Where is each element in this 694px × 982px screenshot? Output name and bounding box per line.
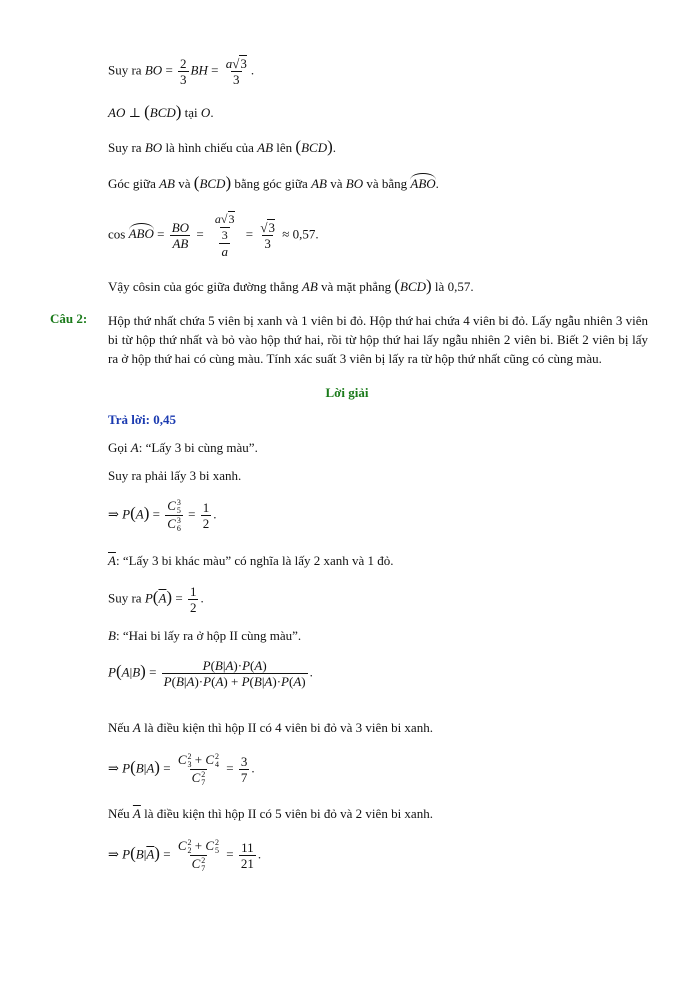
line-goi-a: Gọi A: “Lấy 3 bi cùng màu”. xyxy=(108,440,258,455)
text-va-2: và xyxy=(330,176,343,191)
pabar-den: 2 xyxy=(189,600,197,615)
text-suy-ra-3: Suy ra xyxy=(108,590,142,606)
pba-num: 3 xyxy=(240,754,248,770)
line-cos: cos ABO = $\frac{BO}{AB}$ = $\frac{\frac{a√3}{3}}{a}$ = $\frac{√3}{3}$ ≈ 0,57. xyxy=(108,212,319,259)
event-a-desc: : “Lấy 3 bi cùng màu”. xyxy=(138,440,258,455)
text-vay-cosin: Vậy côsin của góc giữa đường thẳng xyxy=(108,279,299,294)
text-goi: Gọi xyxy=(108,440,128,455)
event-abar-desc: : “Lấy 3 bi khác màu” có nghĩa là lấy 2 xanh và 1 đỏ. xyxy=(115,553,394,568)
text-goc-giua: Góc giữa xyxy=(108,176,156,191)
result-value: 0,57 xyxy=(447,279,471,294)
line-neu-abar: Nếu $\overline{A}$ là điều kiện thì hộp II có 5 viên bi đỏ và 2 viên bi xanh. xyxy=(108,806,433,821)
text-mat-phang: và mặt phẳng xyxy=(321,279,392,294)
line-abar: $\overline{A}$: “Lấy 3 bi khác màu” có nghĩa là lấy 2 xanh và 1 đỏ. xyxy=(108,553,394,568)
line-bo: Suy ra BO = $\frac{2}{3}$ BH = $\frac{a√3}{3}$ . xyxy=(108,56,255,87)
pa-num: 1 xyxy=(202,500,210,516)
question-text: Hộp thứ nhất chứa 5 viên bị xanh và 1 viên bi đỏ. Hộp thứ hai chứa 4 viên bi đỏ. Lấy ngẫu nhiên 3 viên bi từ hộp thứ nhất và bỏ vào hộp thứ hai, rồi từ hộp thứ hai lấy ngẫu nhiên 2 viên bi. Biết 2 viên bị lấy ra ở hộp thứ hai có cùng màu. Tính xác suất 3 viên bị lấy ra từ hộp thứ nhất cũng có cùng màu. xyxy=(108,313,648,366)
text-suy-ra: Suy ra xyxy=(108,62,142,78)
answer: Trả lời: 0,45 xyxy=(108,412,176,427)
line-event-b: B: “Hai bi lấy ra ở hộp II cùng màu”. xyxy=(108,628,302,643)
text-tai: tại xyxy=(184,105,198,120)
line-3-bi-xanh: Suy ra phải lấy 3 bi xanh. xyxy=(108,468,242,483)
line-conclusion: Vậy côsin của góc giữa đường thẳng AB và mặt phẳng (BCD) là 0,57. xyxy=(108,276,474,295)
solution-heading: Lời giải xyxy=(325,385,369,400)
line-projection: Suy ra BO là hình chiếu của AB lên (BCD). xyxy=(108,137,336,156)
text-la: là xyxy=(434,279,445,294)
cos-value: 0,57 xyxy=(292,226,316,242)
pba-den: 7 xyxy=(240,770,248,786)
line-bayes: P(A|B) = $\frac{P(B|A)\cdot P(A)}{P(B|A)\cdot P(A) + P(B|\overline{A})\cdot P(\overline{A})}$ . xyxy=(108,658,313,689)
text-bang-goc-giua: bằng góc giữa xyxy=(234,176,308,191)
pbabar-num: 11 xyxy=(241,840,254,856)
line-neu-a: Nếu A là điều kiện thì hộp II có 4 viên bi đỏ và 3 viên bi xanh. xyxy=(108,720,433,735)
question-label: Câu 2: xyxy=(50,311,88,326)
line-pabar: Suy ra $P(\overline{A})$ = $\frac{1}{2}$ . xyxy=(108,584,204,615)
text-va-bang: và bằng xyxy=(366,176,408,191)
text-va: và xyxy=(178,176,191,191)
cond-abar-desc: là điều kiện thì hộp II có 5 viên bi đỏ và 2 viên bi xanh. xyxy=(144,806,433,821)
line-angle: Góc giữa AB và (BCD) bằng góc giữa AB và BO và bằng ABO. xyxy=(108,173,439,192)
pbabar-den: 21 xyxy=(240,856,254,872)
text-suy-ra-2: Suy ra xyxy=(108,140,142,155)
pabar-num: 1 xyxy=(189,584,197,599)
text-neu: Nếu xyxy=(108,720,130,735)
line-pba: ⇒ P(B|A) = C 2 3 + C 2 4 C 2 7 = $\frac{3}{7}$ . xyxy=(108,752,255,788)
pa-den: 2 xyxy=(202,516,210,532)
event-b-desc: : “Hai bi lấy ra ở hộp II cùng màu”. xyxy=(115,628,302,643)
line-pa: ⇒ P(A) = C 3 5 C 3 6 = $\frac{1}{2}$ . xyxy=(108,498,217,534)
text-hinh-chieu: là hình chiếu của xyxy=(165,140,254,155)
text-len: lên xyxy=(276,140,293,155)
text-neu-2: Nếu xyxy=(108,806,130,821)
line-ao-perp: AO ⊥ (BCD) tại O. xyxy=(108,102,214,121)
cond-a-desc: là điều kiện thì hộp II có 4 viên bi đỏ và 3 viên bi xanh. xyxy=(144,720,433,735)
line-pbabar: ⇒ $P(B|\overline{A})$ = C 2 2 + C 2 5 C 2 7 = $\frac{11}{21}$ . xyxy=(108,838,262,874)
